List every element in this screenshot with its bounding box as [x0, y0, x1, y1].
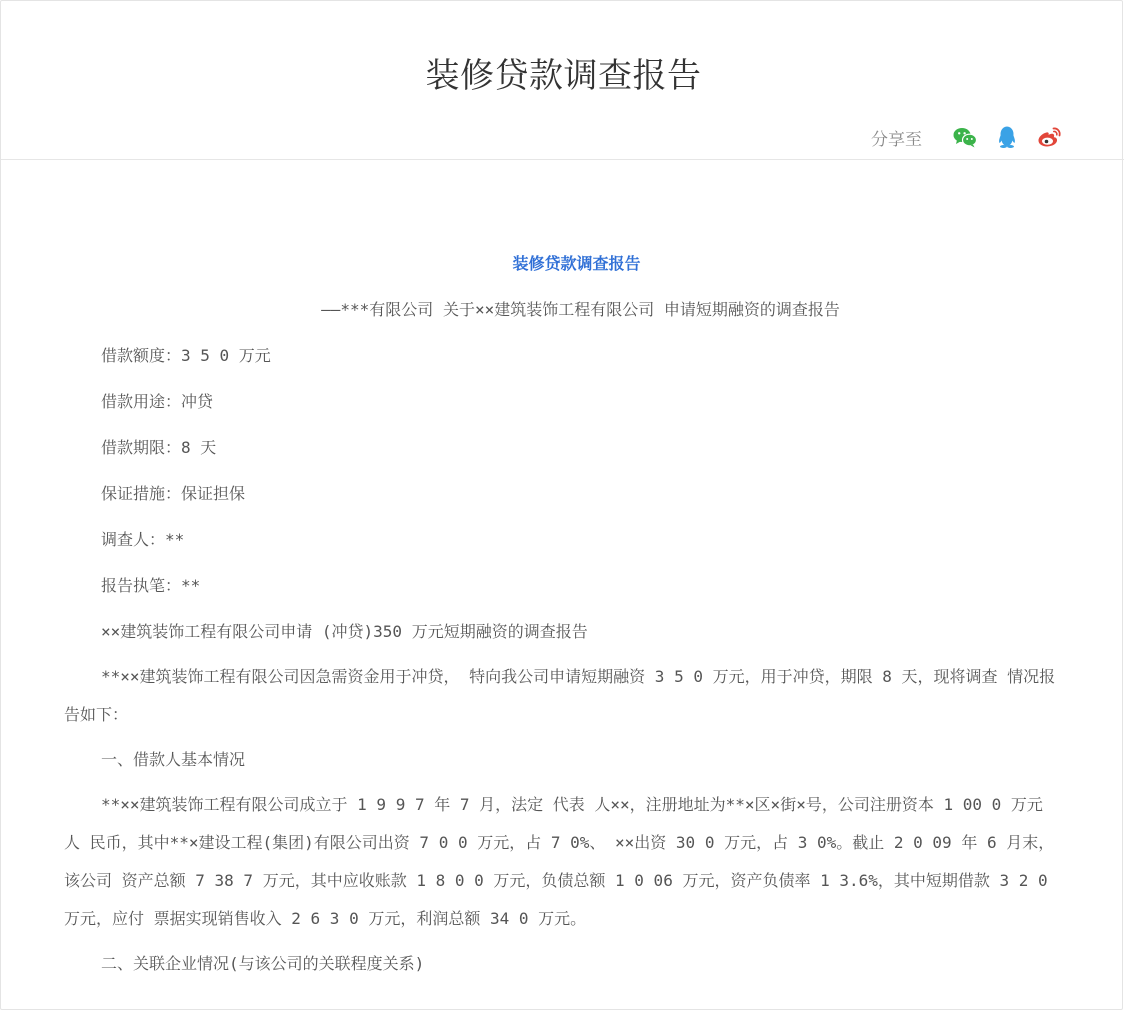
document-heading: 装修贷款调查报告 [512, 254, 641, 273]
qq-icon[interactable] [994, 124, 1020, 150]
loan-term: 借款期限：8 天 [101, 438, 217, 457]
guarantee-measure: 保证措施：保证担保 [101, 484, 246, 503]
page-title: 装修贷款调查报告 [425, 56, 702, 96]
report-writer: 报告执笔：** [101, 576, 201, 595]
section-heading: 一、借款人基本情况 [101, 750, 246, 769]
report-title-line: ××建筑装饰工程有限公司申请 (冲贷)350 万元短期融资的调查报告 [101, 622, 588, 641]
basic-info-paragraph: **××建筑装饰工程有限公司成立于 1 9 9 7 年 7 月，法定 代表 人××，注册地址为**×区×街×号，公司注册资本 1 00 0 万元人 民币，其中**×建设工程(集团)有限公司出资 7 0 0 万元，占 7 0%、 ××出资 30 0 万元，占 3 0%。截止 2 0 09 年 6 月末，该公司 资产总额 7 38 7 万元，其中应收账款 1 8 0 0 万元，负债总额 1 0 06 万元，资产负债率 1 3.6%，其中短期借款 3 2 0 万元，应付 票据实现销售收入 2 6 3 0 万元，利润总额 34 0 万元。 [64, 795, 1055, 928]
investigator: 调查人：** [101, 530, 185, 549]
document-subheading: ——***有限公司 关于××建筑装饰工程有限公司 申请短期融资的调查报告 [321, 300, 840, 319]
loan-purpose: 借款用途：冲贷 [101, 392, 214, 411]
page-header [1, 1, 1124, 160]
wechat-icon[interactable] [952, 124, 978, 150]
weibo-icon[interactable] [1036, 124, 1062, 150]
section-heading: 二、关联企业情况(与该公司的关联程度关系) [101, 954, 425, 973]
share-bar [871, 122, 1062, 152]
intro-paragraph: **××建筑装饰工程有限公司因急需资金用于冲贷， 特向我公司申请短期融资 3 5 0 万元，用于冲贷，期限 8 天，现将调查 情况报告如下： [64, 667, 1056, 724]
loan-amount: 借款额度：3 5 0 万元 [101, 346, 271, 365]
article-body [64, 244, 1057, 990]
share-label: 分享至 [871, 129, 922, 150]
